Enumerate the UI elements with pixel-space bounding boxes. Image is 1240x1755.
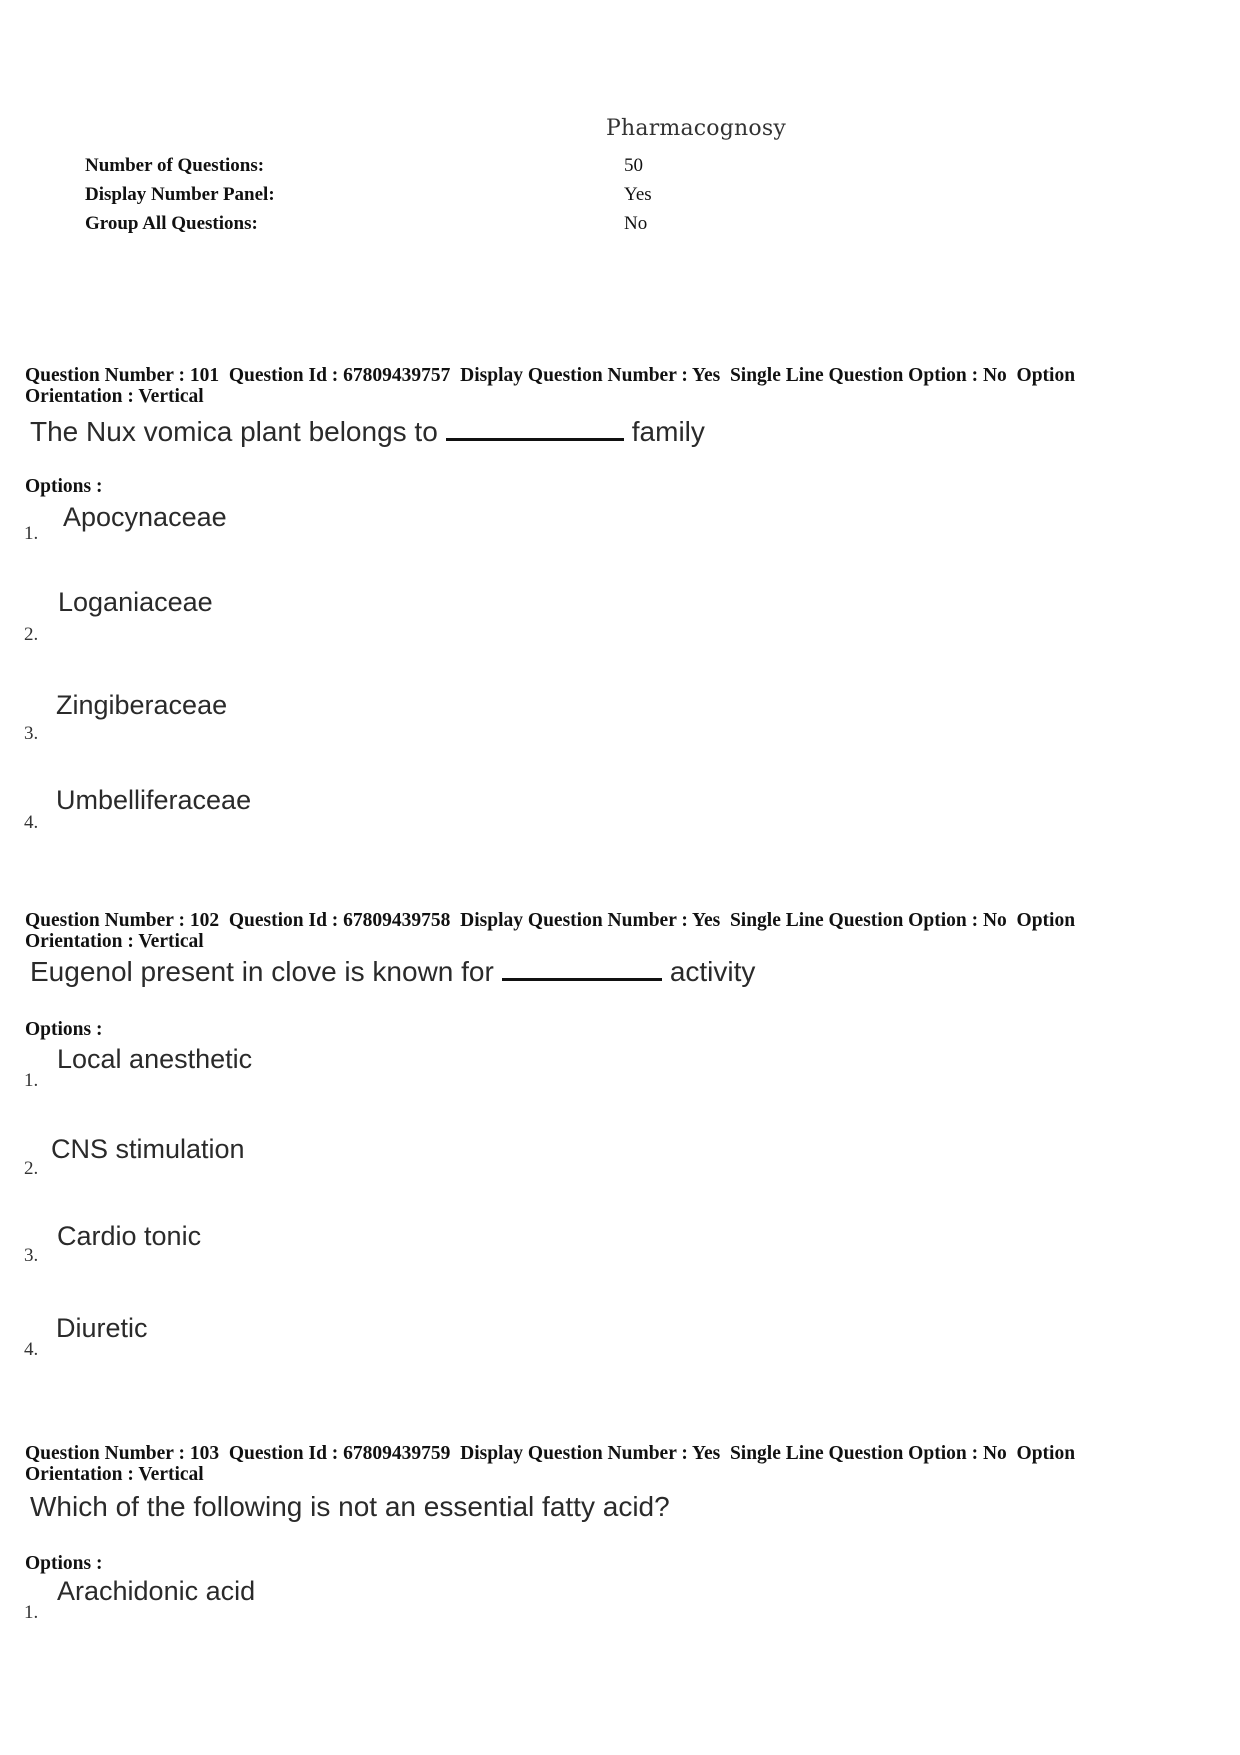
option-number: 2. [24, 1158, 39, 1179]
option-number: 1. [24, 1602, 39, 1623]
question-header: Question Number : 102 Question Id : 67809439758 Display Question Number : Yes Single Line Question Option : No Option Orientation : Vertical [25, 910, 1076, 952]
meta-value-group-all-questions: No [624, 213, 648, 234]
option-text: Diuretic [56, 1313, 148, 1343]
section-title: Pharmacognosy [606, 116, 786, 141]
question-text-before: Eugenol present in clove is known for [30, 956, 494, 987]
meta-value-number-of-questions: 50 [624, 155, 643, 176]
question-text-after: activity [669, 956, 756, 987]
question-text-before: Which of the following is not an essential fatty acid? [30, 1491, 670, 1522]
options-label: Options : [25, 1553, 103, 1574]
meta-label-number-of-questions: Number of Questions: [85, 155, 265, 176]
option-number: 4. [24, 812, 39, 833]
option-text: Local anesthetic [57, 1044, 253, 1074]
option-number: 1. [24, 1070, 39, 1091]
option-number: 3. [24, 723, 39, 744]
option-number: 1. [24, 523, 39, 544]
option-number: 3. [24, 1245, 39, 1266]
meta-label-display-number-panel: Display Number Panel: [85, 184, 275, 205]
question-text-before: The Nux vomica plant belongs to [30, 416, 438, 447]
question-header: Question Number : 101 Question Id : 67809439757 Display Question Number : Yes Single Line Question Option : No Option Orientation : Vertical [25, 365, 1076, 407]
option-number: 4. [24, 1339, 39, 1360]
meta-value-display-number-panel: Yes [624, 184, 652, 205]
question-text [30, 416, 705, 448]
option-text: CNS stimulation [51, 1134, 245, 1164]
option-text: Arachidonic acid [57, 1576, 256, 1606]
options-label: Options : [25, 476, 103, 497]
option-text: Apocynaceae [63, 502, 227, 532]
answer-blank [502, 977, 662, 981]
question-header: Question Number : 103 Question Id : 67809439759 Display Question Number : Yes Single Line Question Option : No Option Orientation : Vertical [25, 1443, 1076, 1485]
option-text: Umbelliferaceae [56, 785, 252, 815]
option-number: 2. [24, 624, 39, 645]
option-text: Zingiberaceae [56, 690, 228, 720]
option-text: Loganiaceae [58, 587, 213, 617]
option-text: Cardio tonic [57, 1221, 202, 1251]
answer-blank [446, 437, 624, 441]
question-text-after: family [631, 416, 705, 447]
question-text [30, 1491, 670, 1523]
meta-label-group-all-questions: Group All Questions: [85, 213, 258, 234]
question-text [30, 956, 755, 988]
options-label: Options : [25, 1019, 103, 1040]
